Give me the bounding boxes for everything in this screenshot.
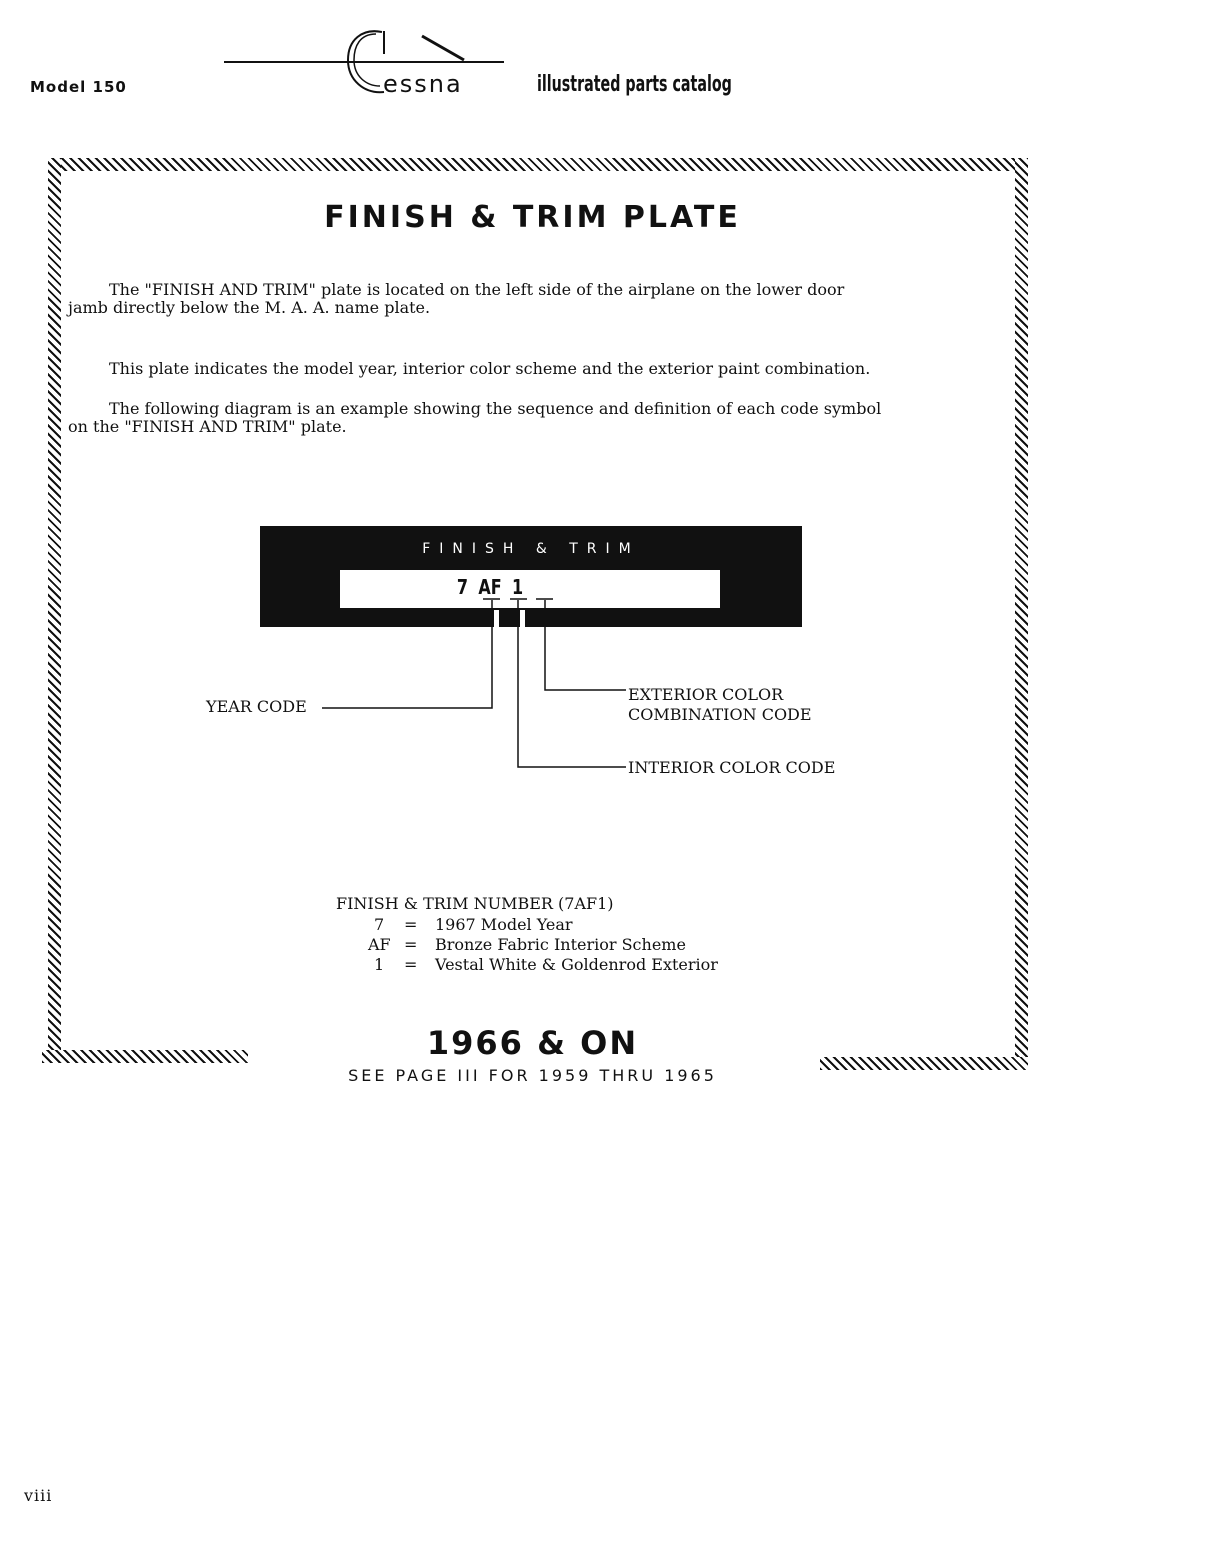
paragraph-1-line-1: The "FINISH AND TRIM" plate is located on the left side of the airplane on the lower door [109, 280, 845, 299]
paragraph-3-line-1: The following diagram is an example showing the sequence and definition of each code symbol [109, 399, 882, 418]
legend-code-exterior: 1 [374, 955, 385, 974]
plate-title: FINISH & TRIM [422, 541, 640, 557]
frame-left [48, 158, 61, 1063]
legend-desc-exterior: Vestal White & Goldenrod Exterior [435, 955, 718, 974]
plate-code-exterior: 1 [512, 575, 524, 599]
legend-code-year: 7 [374, 915, 385, 934]
brand-name: essna [383, 70, 463, 98]
interior-code-label: INTERIOR COLOR CODE [628, 758, 836, 777]
see-page-note: SEE PAGE III FOR 1959 THRU 1965 [348, 1066, 717, 1085]
frame-top [48, 158, 1028, 171]
legend-heading: FINISH & TRIM NUMBER (7AF1) [336, 894, 614, 913]
legend-eq-exterior: = [404, 955, 418, 974]
page-title: FINISH & TRIM PLATE [324, 200, 741, 235]
paragraph-1-line-2: jamb directly below the M. A. A. name plate. [68, 298, 431, 317]
year-code-label: YEAR CODE [206, 697, 307, 716]
catalog-title: illustrated parts catalog [537, 72, 732, 97]
applicability-heading: 1966 & ON [426, 1024, 639, 1062]
legend-eq-year: = [404, 915, 418, 934]
model-label: Model 150 [30, 78, 127, 96]
exterior-code-label-line-1: EXTERIOR COLOR [628, 685, 784, 704]
exterior-code-label-line-2: COMBINATION CODE [628, 705, 812, 724]
legend-code-interior: AF [368, 935, 391, 954]
plate-code [370, 575, 610, 599]
paragraph-3-line-2: on the "FINISH AND TRIM" plate. [68, 417, 347, 436]
paragraph-2: This plate indicates the model year, interior color scheme and the exterior paint combination. [109, 359, 871, 378]
legend-desc-interior: Bronze Fabric Interior Scheme [435, 935, 686, 954]
plate-code-year: 7 [456, 575, 468, 599]
legend-desc-year: 1967 Model Year [435, 915, 573, 934]
plate-code-interior: AF [478, 575, 502, 599]
frame-right [1015, 158, 1028, 1063]
page-number: viii [24, 1486, 53, 1505]
legend-eq-interior: = [404, 935, 418, 954]
